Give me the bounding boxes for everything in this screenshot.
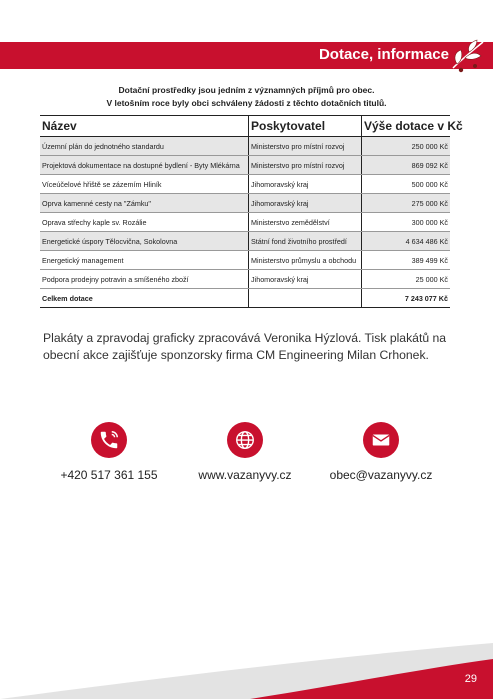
cell-amount: 250 000 Kč [362, 137, 451, 156]
cell-provider: Jihomoravský kraj [249, 194, 362, 213]
column-header-amount: Výše dotace v Kč [362, 116, 451, 137]
contact-web [175, 422, 315, 482]
cell-amount: 25 000 Kč [362, 270, 451, 289]
globe-icon [227, 422, 263, 458]
cell-provider: Státní fond životního prostředí [249, 232, 362, 251]
footer-decoration [0, 639, 493, 699]
column-header-name: Název [40, 116, 249, 137]
intro-line: V letošním roce byly obci schváleny žádosti z těchto dotačních titulů. [106, 98, 387, 108]
intro-line: Dotační prostředky jsou jedním z významných příjmů pro obec. [118, 85, 375, 95]
cell-amount: 389 499 Kč [362, 251, 451, 270]
cell-name: Projektová dokumentace na dostupné bydlení - Byty Mlékárna [40, 156, 249, 175]
cell-provider: Ministerstvo průmyslu a obchodu [249, 251, 362, 270]
cell-provider: Ministerstvo pro místní rozvoj [249, 137, 362, 156]
table-row [40, 251, 450, 270]
grants-table [40, 115, 463, 308]
phone-icon [91, 422, 127, 458]
table-row [40, 270, 450, 289]
cell-provider: Jihomoravský kraj [249, 175, 362, 194]
intro-text [0, 84, 493, 110]
website-link[interactable]: www.vazanyvy.cz [198, 468, 292, 482]
leaf-logo-icon [447, 38, 487, 74]
contact-phone [39, 422, 179, 482]
contact-email [311, 422, 451, 482]
page-number: 29 [464, 673, 477, 685]
table-row [40, 213, 450, 232]
table-row [40, 232, 450, 251]
cell-provider: Jihomoravský kraj [249, 270, 362, 289]
table-header-row [40, 116, 450, 137]
cell-amount: 300 000 Kč [362, 213, 451, 232]
total-empty-cell [249, 289, 362, 308]
envelope-icon [363, 422, 399, 458]
cell-name: Víceúčelové hřiště se zázemím Hliník [40, 175, 249, 194]
column-header-provider: Poskytovatel [249, 116, 362, 137]
cell-provider: Ministerstvo pro místní rozvoj [249, 156, 362, 175]
total-label: Celkem dotace [40, 289, 249, 308]
phone-number: +420 517 361 155 [60, 468, 158, 482]
cell-provider: Ministerstvo zemědělství [249, 213, 362, 232]
table-row [40, 156, 450, 175]
cell-amount: 869 092 Kč [362, 156, 451, 175]
cell-amount: 275 000 Kč [362, 194, 451, 213]
cell-amount: 500 000 Kč [362, 175, 451, 194]
cell-name: Energetické úspory Tělocvična, Sokolovna [40, 232, 249, 251]
cell-name: Oprava střechy kaple sv. Rozálie [40, 213, 249, 232]
table-row [40, 194, 450, 213]
cell-name: Energetický management [40, 251, 249, 270]
cell-name: Oprva kamenné cesty na "Zámku" [40, 194, 249, 213]
cell-amount: 4 634 486 Kč [362, 232, 451, 251]
credits-paragraph: Plakáty a zpravodaj graficky zpracovává Veronika Hýzlová. Tisk plakátů na obecní akce zajišťuje sponzorsky firma CM Engineering Milan Crhonek. [43, 331, 447, 362]
cell-name: Územní plán do jednotného standardu [40, 137, 249, 156]
table-row [40, 137, 450, 156]
table-row [40, 175, 450, 194]
table-total-row [40, 289, 450, 308]
cell-name: Podpora prodejny potravin a smíšeného zboží [40, 270, 249, 289]
page-section-title: Dotace, informace [318, 46, 449, 63]
email-link[interactable]: obec@vazanyvy.cz [329, 468, 433, 482]
total-value: 7 243 077 Kč [362, 289, 451, 308]
